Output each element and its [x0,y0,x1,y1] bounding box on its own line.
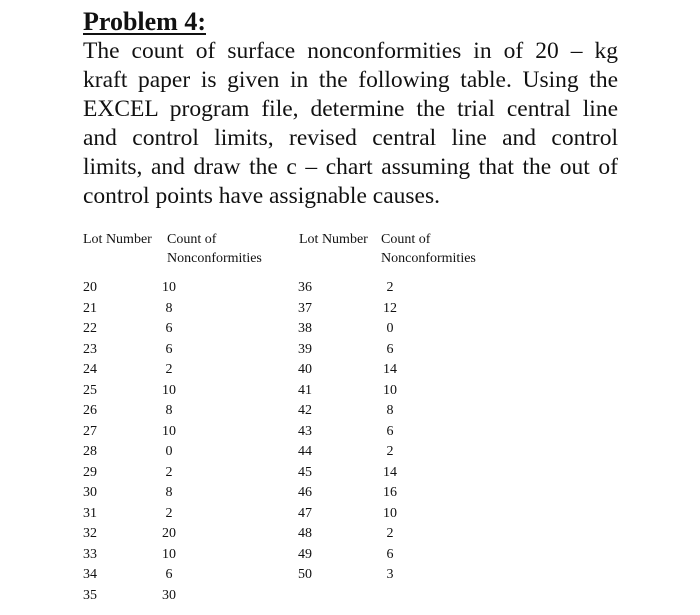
count-cell: 6 [386,341,394,357]
right-lot-number-header: Lot Number [299,232,368,247]
count-cell: 10 [162,280,176,295]
statement-line: The count of surface nonconformities in of 20 – kg [83,38,618,64]
left-lot-number-header: Lot Number [83,232,152,247]
count-cell: 8 [386,403,394,418]
count-cell: 2 [165,505,173,521]
lot-number-cell: 23 [83,341,97,357]
count-cell: 3 [386,567,394,582]
lot-number-cell: 50 [298,567,312,582]
count-cell: 6 [386,423,394,439]
count-cell: 14 [383,464,397,480]
lot-number-cell: 49 [298,546,312,562]
lot-number-cell: 45 [298,464,312,480]
lot-number-cell: 25 [83,382,97,398]
left-count-header-line1: Count of [167,232,217,247]
lot-number-cell: 21 [83,300,97,316]
count-cell: 0 [386,321,394,336]
statement-line: limits, and draw the c – chart assuming that the out of [83,154,618,180]
lot-number-cell: 41 [298,382,312,398]
count-cell: 12 [383,300,397,316]
count-cell: 10 [162,423,176,439]
count-cell: 6 [165,341,173,357]
statement-line: and control limits, revised central line and control [83,125,618,151]
count-cell: 8 [165,300,173,316]
right-count-header-line1: Count of [381,232,431,247]
statement-line: EXCEL program file, determine the trial central line [83,96,618,122]
lot-number-cell: 27 [83,423,97,439]
left-count-header-line2: Nonconformities [167,251,262,266]
problem-statement [83,37,618,211]
lot-number-cell: 39 [298,341,312,357]
count-cell: 16 [383,485,397,500]
right-count-header-line2: Nonconformities [381,251,476,266]
count-cell: 10 [162,546,176,562]
count-cell: 0 [165,444,173,459]
count-cell: 20 [162,526,176,541]
count-cell: 2 [386,526,394,541]
lot-number-cell: 30 [83,485,97,500]
count-cell: 30 [162,587,176,603]
lot-number-cell: 24 [83,362,97,377]
statement-line: control points have assignable causes. [83,183,440,209]
lot-number-cell: 46 [298,485,312,500]
count-cell: 8 [165,403,173,418]
lot-number-cell: 42 [298,403,312,418]
lot-number-cell: 40 [298,362,312,377]
count-cell: 14 [383,362,397,377]
count-cell: 10 [383,382,397,398]
problem-heading: Problem 4: [83,7,206,36]
lot-number-cell: 43 [298,423,312,439]
lot-number-cell: 36 [298,280,312,295]
lot-number-cell: 32 [83,526,97,541]
count-cell: 2 [165,362,173,377]
lot-number-cell: 48 [298,526,312,541]
count-cell: 6 [386,546,394,562]
lot-number-cell: 29 [83,464,97,480]
lot-number-cell: 38 [298,321,312,336]
count-cell: 6 [165,567,173,582]
lot-number-cell: 37 [298,300,312,316]
count-cell: 10 [162,382,176,398]
count-cell: 10 [383,505,397,521]
lot-number-cell: 28 [83,444,97,459]
lot-number-cell: 47 [298,505,312,521]
lot-number-cell: 35 [83,587,97,603]
count-cell: 2 [386,444,394,459]
lot-number-cell: 31 [83,505,97,521]
statement-line: kraft paper is given in the following table. Using the [83,67,618,93]
count-cell: 2 [165,464,173,480]
lot-number-cell: 20 [83,280,97,295]
lot-number-cell: 33 [83,546,97,562]
count-cell: 8 [165,485,173,500]
nonconformities-table [83,231,543,611]
lot-number-cell: 26 [83,403,97,418]
count-cell: 2 [386,280,394,295]
lot-number-cell: 34 [83,567,97,582]
count-cell: 6 [165,321,173,336]
lot-number-cell: 44 [298,444,312,459]
lot-number-cell: 22 [83,321,97,336]
